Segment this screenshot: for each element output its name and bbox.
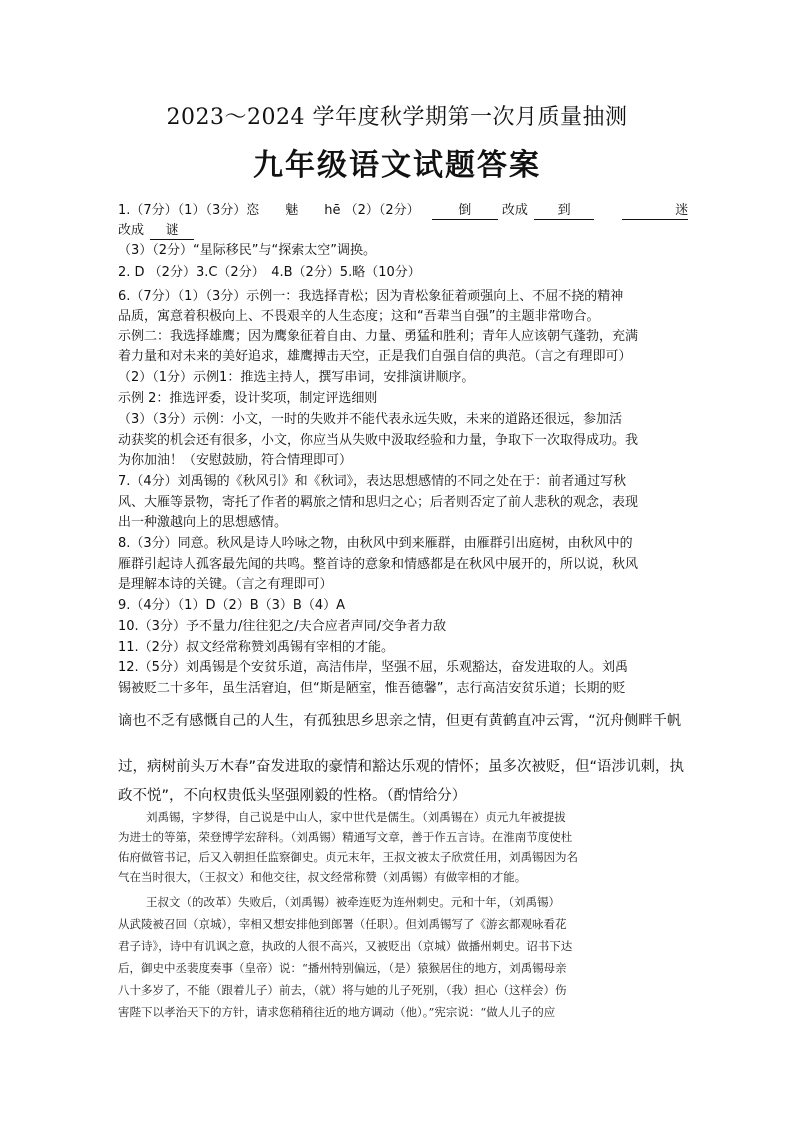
translation-p1-line-4: 气在当时很大，（王叔文）和他交往，叔文经常称赞（刘禹锡）有做宰相的才能。 [118, 870, 527, 884]
q1-change-text-2: 改成 [118, 223, 145, 238]
q12-line-4: 过，病树前头万木春”奋发进取的豪情和豁达乐观的情怀；虽多次被贬，但“语涉讥刺，执 [118, 759, 685, 775]
q1-line [118, 202, 688, 220]
q7-line-1: 7.（4分）刘禹锡的《秋风引》和《秋词》，表达思想感情的不同之处在于：前者通过写秋 [118, 474, 627, 489]
q1-line-cont [118, 222, 194, 240]
q12-line-3: 谪也不乏有感慨自己的人生，有孤独思乡思亲之情，但更有黄鹤直冲云霄，“沉舟侧畔千帆 [118, 713, 682, 729]
q1-right-char-2: 谜 [150, 223, 194, 240]
q1-right-char-1: 到 [534, 203, 594, 220]
q6-line-5: （2）（1分）示例1：推选主持人，撰写串词，安排演讲顺序。 [118, 370, 475, 385]
q1-wrong-char-2: 迷 [622, 203, 688, 220]
q2-to-q5: 2. D （2分）3.C（2分） 4.B（2分）5.略（10分） [118, 265, 421, 280]
translation-p2-line-6: 害陛下以孝治天下的方针，请求您稍稍往近的地方调动（他）。”宪宗说：“做人儿子的应 [118, 1005, 556, 1019]
q6-line-3: 示例二：我选择雄鹰；因为鹰象征着自由、力量、勇猛和胜利；青年人应该朝气蓬勃，充满 [118, 329, 639, 344]
q8-line-3: 是理解本诗的关键。（言之有理即可） [118, 577, 333, 592]
q12-line-2: 锡被贬二十多年，虽生活窘迫，但“斯是陋室，惟吾德馨”，志行高洁安贫乐道；长期的贬 [118, 681, 626, 696]
translation-p1-line-2: 为进士的等第，荣登博学宏辞科。（刘禹锡）精通写文章，善于作五言诗。在淮南节度使杜 [118, 830, 573, 844]
answer-title: 九年级语文试题答案 [253, 148, 541, 183]
translation-p1-line-1: 刘禹锡，字梦得，自己说是中山人，家中世代是儒生。（刘禹锡在）贞元九年被提拔 [146, 810, 566, 824]
q10: 10.（3分）予不量力/往往犯之/夫合应者声同/交争者力敌 [118, 619, 447, 634]
translation-p2-line-2: 从武陵被召回（京城），宰相又想安排他到郎署（任职）。但刘禹锡写了《游玄都观咏看花 [118, 917, 567, 931]
translation-p2-line-5: 八十多岁了，不能（跟着儿子）前去，（就）将与她的儿子死别，（我）担心（这样会）伤 [118, 983, 567, 997]
q6-line-4: 着力量和对未来的美好追求，雄鹰搏击天空，正是我们自强自信的典范。（言之有理即可） [118, 349, 632, 364]
q6-line-1: 6.（7分）（1）（3分）示例一：我选择青松；因为青松象征着顽强向上、不屈不挠的精神 [118, 289, 624, 304]
q1-wrong-char-1: 倒 [432, 203, 498, 220]
q6-line-8: 动获奖的机会还有很多，小文，你应当从失败中汲取经验和力量，争取下一次取得成功。我 [118, 433, 639, 448]
q1-change-text-1: 改成 [501, 203, 528, 218]
q1-part1: 1.（7分）（1）（3分）恣 魅 hē （2）（2分） [118, 203, 420, 218]
q7-line-2: 风、大雁等景物，寄托了作者的羁旅之情和思归之心；后者则否定了前人悲秋的观念，表现 [118, 495, 639, 510]
q8-line-1: 8.（3分）同意。秋风是诗人吟咏之物，由秋风中到来雁群，由雁群引出庭树，由秋风中的 [118, 536, 633, 551]
translation-p2-line-3: 君子诗》，诗中有讥讽之意，执政的人很不高兴，又被贬出（京城）做播州刺史。诏书下达 [118, 939, 573, 953]
translation-p1-line-3: 佑府做管书记，后又入朝担任监察御史。贞元末年，王叔文被太子欣赏任用，刘禹锡因为名 [118, 850, 578, 864]
q6-line-2: 品质，寓意着积极向上、不畏艰辛的人生态度；这和“吾辈当自强”的主题非常吻合。 [118, 309, 600, 324]
translation-p2-line-4: 后，御史中丞裴度奏事（皇帝）说：“播州特别偏远，（是）猿猴居住的地方，刘禹锡母亲 [118, 961, 567, 975]
translation-p2-line-1: 王叔文（的改革）失败后，（刘禹锡）被牵连贬为连州刺史。元和十年，（刘禹锡） [146, 895, 560, 909]
q7-line-3: 出一种激越向上的思想感情。 [118, 515, 288, 530]
q11: 11.（2分）叔文经常称赞刘禹锡有宰相的才能。 [118, 640, 394, 655]
q8-line-2: 雁群引起诗人孤客最先闻的共鸣。整首诗的意象和情感都是在秋风中展开的，所以说，秋风 [118, 557, 639, 572]
q6-line-9: 为你加油！（安慰鼓励，符合情理即可） [118, 453, 353, 468]
q9: 9.（4分）（1）D（2）B（3）B（4）A [118, 598, 345, 613]
exam-title: 2023～2024 学年度秋学期第一次月质量抽测 [166, 105, 628, 130]
q6-line-6: 示例 2：推选评委，设计奖项，制定评选细则 [118, 391, 378, 406]
q1-part3: （3）（2分）“星际移民”与“探索太空”调换。 [118, 243, 376, 258]
q6-line-7: （3）（3分）示例：小文，一时的失败并不能代表永远失败，未来的道路还很远，参加活 [118, 412, 623, 427]
q12-line-5: 政不悦”，不向权贵低头坚强刚毅的性格。（酌情给分） [118, 788, 467, 804]
q12-line-1: 12.（5分）刘禹锡是个安贫乐道，高洁伟岸，坚强不屈，乐观豁达，奋发进取的人。刘禹 [118, 660, 628, 675]
